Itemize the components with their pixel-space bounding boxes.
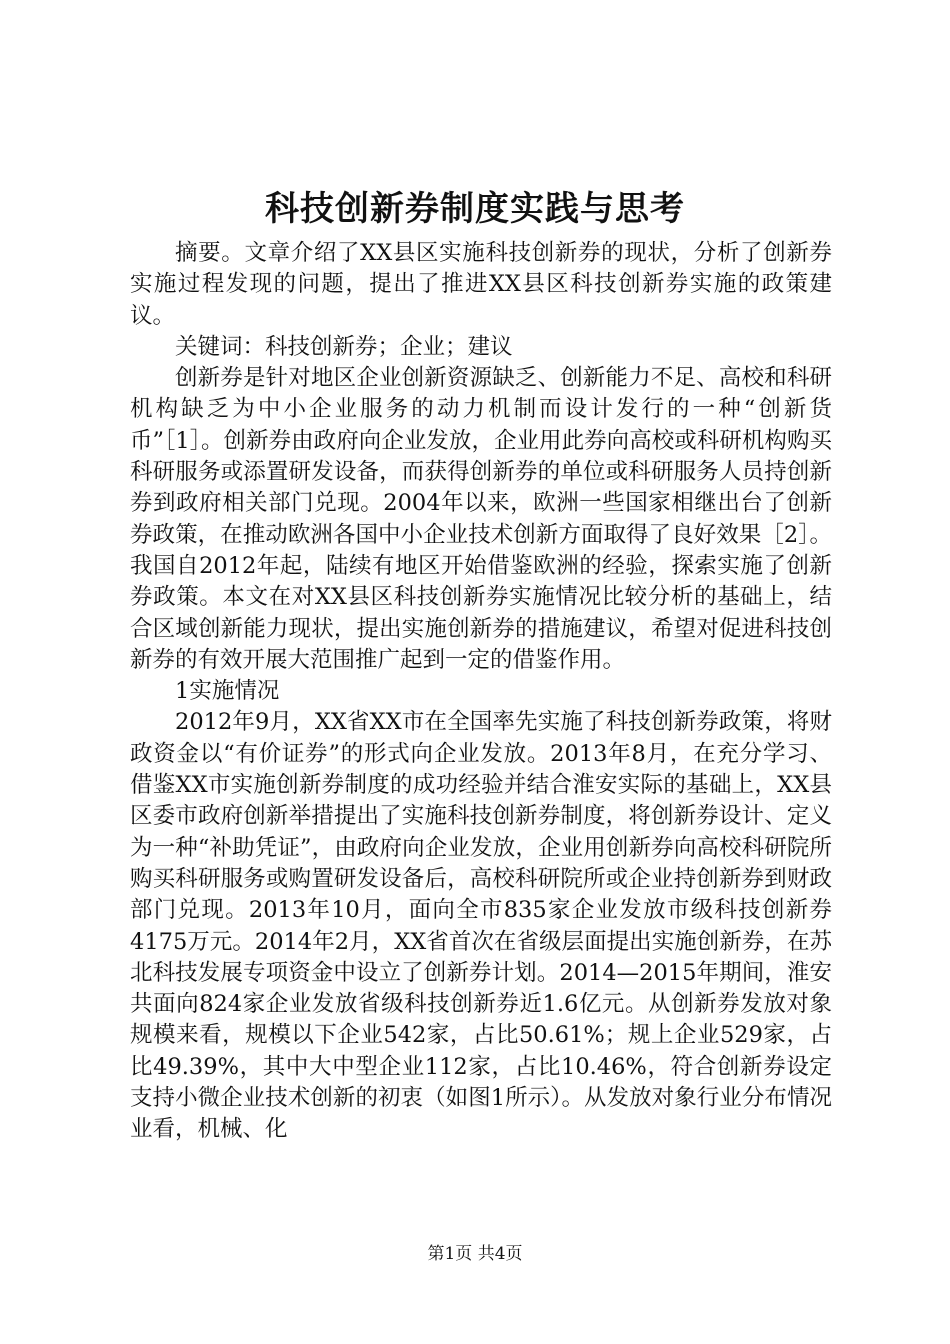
intro-paragraph: 创新券是针对地区企业创新资源缺乏、创新能力不足、高校和科研机构缺乏为中小企业服务的动力机制而设计发行的一种“创新货币”［1］。创新券由政府向企业发放，企业用此券向高校或科研机构购买科研服务或添置研发设备，而获得创新券的单位或科研服务人员持创新券到政府相关部门兑现。2004年以来，欧洲一些国家相继出台了创新券政策，在推动欧洲各国中小企业技术创新方面取得了良好效果［2］。我国自2012年起，陆续有地区开始借鉴欧洲的经验，探索实施了创新券政策。本文在对XX县区科技创新券实施情况比较分析的基础上，结合区域创新能力现状，提出实施创新券的措施建议，希望对促进科技创新券的有效开展大范围推广起到一定的借鉴作用。 [130,365,832,673]
keywords-paragraph: 关键词：科技创新券；企业；建议 [175,333,513,360]
body-paragraph: 2012年9月，XX省XX市在全国率先实施了科技创新券政策，将财政资金以“有价证券”的形式向企业发放。2013年8月，在充分学习、借鉴XX市实施创新券制度的成功经验并结合淮安实际的基础上，XX县区委市政府创新举措提出了实施科技创新券制度，将创新券设计、定义为一种“补助凭证”，由政府向企业发放，企业用创新券向高校科研院所购买科研服务或购置研发设备后，高校科研院所或企业持创新券到财政部门兑现。2013年10月，面向全市835家企业发放市级科技创新券4175万元。2014年2月，XX省首次在省级层面提出实施创新券，在苏北科技发展专项资金中设立了创新券计划。2014—2015年期间，淮安共面向824家企业发放省级科技创新券近1.6亿元。从创新券发放对象规模来看，规模以下企业542家，占比50.61%；规上企业529家，占比49.39%，其中大中型企业112家，占比10.46%，符合创新券设定支持小微企业技术创新的初衷（如图1所示）。从发放对象行业分布情况业看，机械、化 [130,709,832,1143]
document-title: 科技创新券制度实践与思考 [265,189,685,229]
section-heading: 1实施情况 [175,678,280,705]
page-footer: 第1页 共4页 [427,1244,523,1264]
document-body [130,238,832,1146]
abstract-paragraph: 摘要。文章介绍了XX县区实施科技创新券的现状，分析了创新券实施过程发现的问题，提出了推进XX县区科技创新券实施的政策建议。 [130,240,832,329]
